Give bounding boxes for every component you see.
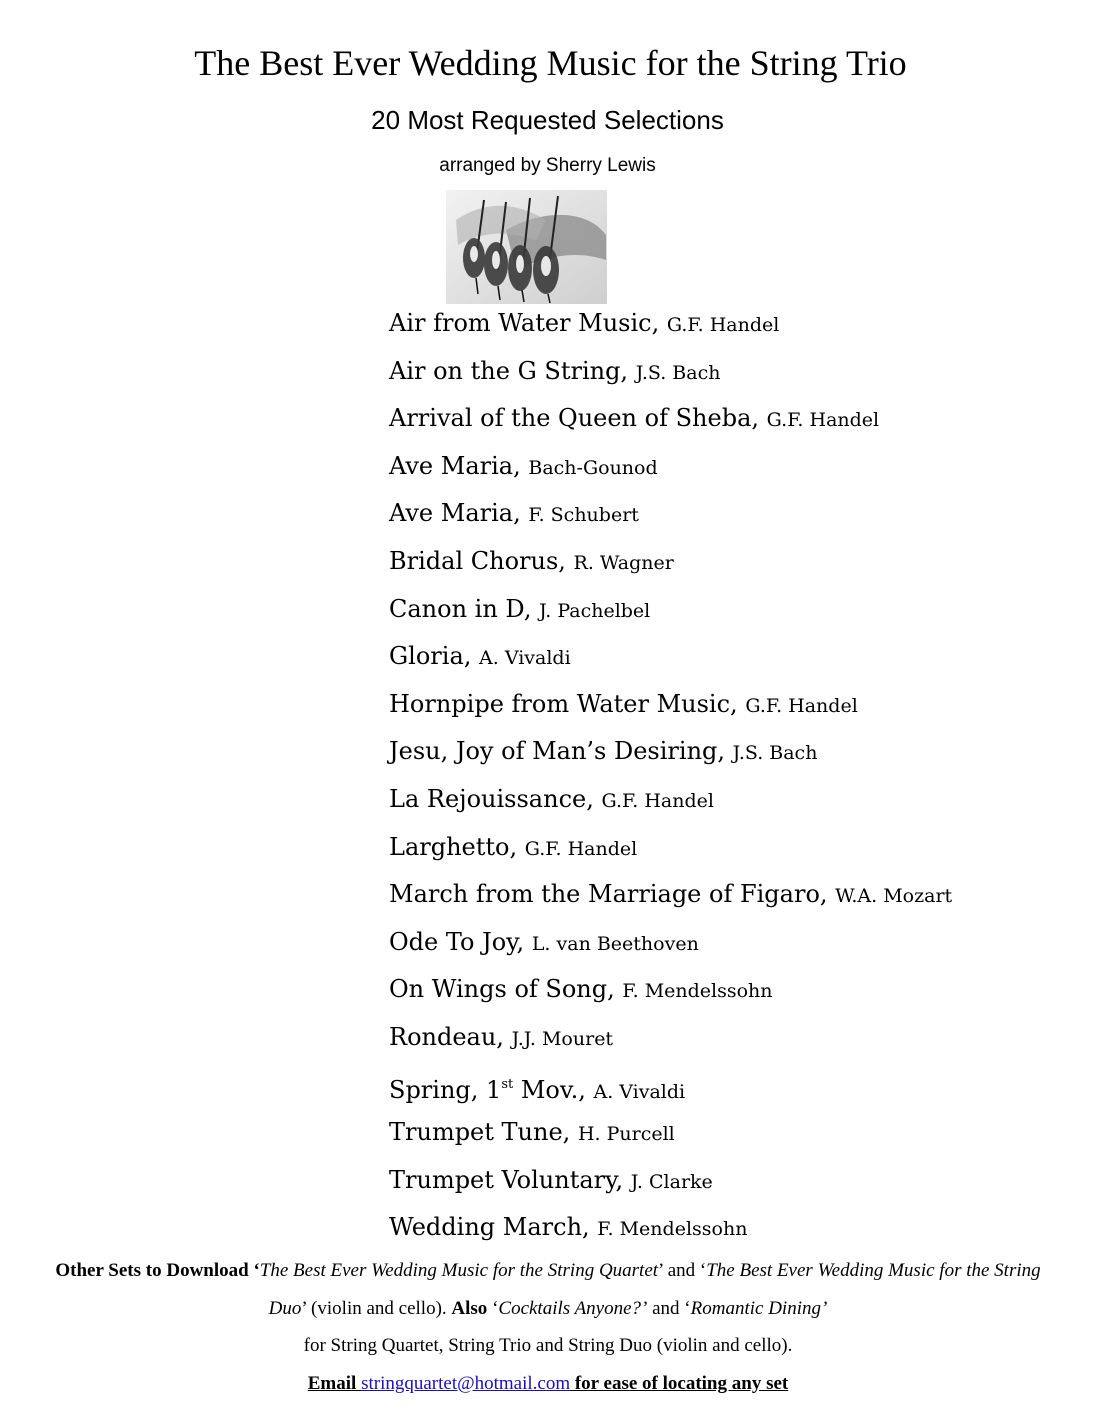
- set-title-duo: The Best Ever Wedding Music for the String Duo: [268, 1260, 1041, 1319]
- selection-title: Arrival of the Queen of Sheba,: [389, 404, 760, 433]
- and-text: ’ and ‘: [658, 1260, 707, 1281]
- selection-title: Spring, 1: [389, 1075, 502, 1104]
- also-label: Also: [451, 1297, 488, 1319]
- selection-title: Air from Water Music,: [389, 309, 660, 337]
- selection-composer: G.F. Handel: [766, 409, 880, 432]
- selection-item: [389, 919, 952, 967]
- selection-item: [389, 1014, 952, 1062]
- selection-composer: H. Purcell: [577, 1123, 675, 1146]
- string-instruments-illustration: [446, 190, 607, 304]
- formats-line: for String Quartet, String Trio and String Duo (violin and cello).: [303, 1335, 793, 1356]
- selection-title: Ode To Joy,: [389, 927, 525, 956]
- selection-composer: J. Clarke: [630, 1170, 713, 1193]
- other-sets-label: Other Sets to Download ‘: [55, 1260, 260, 1281]
- selection-title: Rondeau,: [389, 1022, 504, 1051]
- open-quote: ‘: [487, 1297, 499, 1319]
- selection-composer: W.A. Mozart: [835, 885, 953, 908]
- selection-composer: J. Pachelbel: [539, 599, 651, 622]
- selection-title: Hornpipe from Water Music,: [389, 689, 738, 718]
- set-title-romantic-dining: Romantic Dining’: [690, 1297, 828, 1319]
- selection-item: [389, 1062, 952, 1110]
- selection-composer: G.F. Handel: [524, 837, 638, 860]
- selection-item: [389, 443, 952, 491]
- selection-composer: A. Vivaldi: [479, 647, 571, 670]
- selection-composer: Bach-Gounod: [528, 456, 658, 479]
- selection-list: [389, 300, 952, 1252]
- other-sets-paragraph: [40, 1252, 1056, 1327]
- selection-item: [389, 776, 952, 824]
- selection-composer: G.F. Handel: [666, 314, 780, 336]
- email-label: Email: [307, 1372, 362, 1394]
- selection-title: Ave Maria,: [389, 499, 521, 528]
- selection-title: Trumpet Tune,: [389, 1118, 571, 1147]
- selection-title: Gloria,: [389, 642, 472, 671]
- footer-notes: [40, 1252, 1056, 1402]
- selection-item: [389, 1204, 952, 1252]
- selection-title: On Wings of Song,: [389, 975, 615, 1004]
- selection-composer: A. Vivaldi: [593, 1080, 686, 1103]
- email-link[interactable]: stringquartet@hotmail.com: [361, 1372, 571, 1394]
- selection-title: Canon in D,: [389, 594, 532, 623]
- selection-title: Bridal Chorus,: [389, 546, 566, 575]
- selection-item: [389, 1109, 952, 1157]
- selection-composer: F. Mendelssohn: [597, 1218, 748, 1241]
- selection-title-rest: Mov.,: [513, 1075, 586, 1104]
- selection-item: [389, 348, 952, 396]
- selection-item: [389, 586, 952, 634]
- selection-item: [389, 1157, 952, 1205]
- selection-item: [389, 490, 952, 538]
- selection-item: [389, 538, 952, 586]
- selection-item: [389, 395, 952, 443]
- selection-composer: G.F. Handel: [745, 694, 858, 717]
- selection-title: March from the Marriage of Figaro,: [389, 880, 828, 909]
- selection-composer: J.J. Mouret: [511, 1027, 614, 1050]
- selection-title: Jesu, Joy of Man’s Desiring,: [389, 737, 726, 766]
- selection-title: Ave Maria,: [389, 451, 521, 480]
- email-line: [40, 1365, 1056, 1403]
- arranger-credit: arranged by Sherry Lewis: [439, 155, 656, 176]
- and-text: and ‘: [647, 1297, 691, 1319]
- selection-item: [389, 300, 952, 348]
- selection-composer: F. Mendelssohn: [622, 980, 773, 1003]
- selection-item: [389, 633, 952, 681]
- selection-item: [389, 966, 952, 1014]
- page-subtitle: 20 Most Requested Selections: [371, 105, 724, 135]
- selection-title: La Rejouissance,: [389, 784, 594, 813]
- selection-item: [389, 824, 952, 872]
- selection-composer: R. Wagner: [573, 551, 674, 574]
- selection-title: Larghetto,: [389, 832, 518, 861]
- selection-item: [389, 728, 952, 776]
- selection-title: Trumpet Voluntary,: [389, 1165, 624, 1194]
- set-title-quartet: The Best Ever Wedding Music for the String Quartet: [259, 1260, 659, 1281]
- set-title-cocktails: Cocktails Anyone?’: [498, 1297, 648, 1319]
- selection-item: [389, 681, 952, 729]
- selection-composer: J.S. Bach: [732, 742, 818, 765]
- selection-title: Air on the G String,: [389, 356, 629, 385]
- ordinal-suffix: st: [501, 1076, 514, 1092]
- duo-note: ’ (violin and cello).: [301, 1297, 452, 1319]
- selection-item: [389, 871, 952, 919]
- selection-composer: G.F. Handel: [601, 789, 714, 812]
- selection-composer: J.S. Bach: [635, 361, 721, 384]
- selection-title: Wedding March,: [389, 1213, 590, 1242]
- selection-composer: F. Schubert: [528, 504, 639, 527]
- selection-composer: L. van Beethoven: [531, 932, 699, 955]
- page-title: The Best Ever Wedding Music for the String Trio: [194, 43, 907, 83]
- email-suffix: for ease of locating any set: [570, 1372, 789, 1394]
